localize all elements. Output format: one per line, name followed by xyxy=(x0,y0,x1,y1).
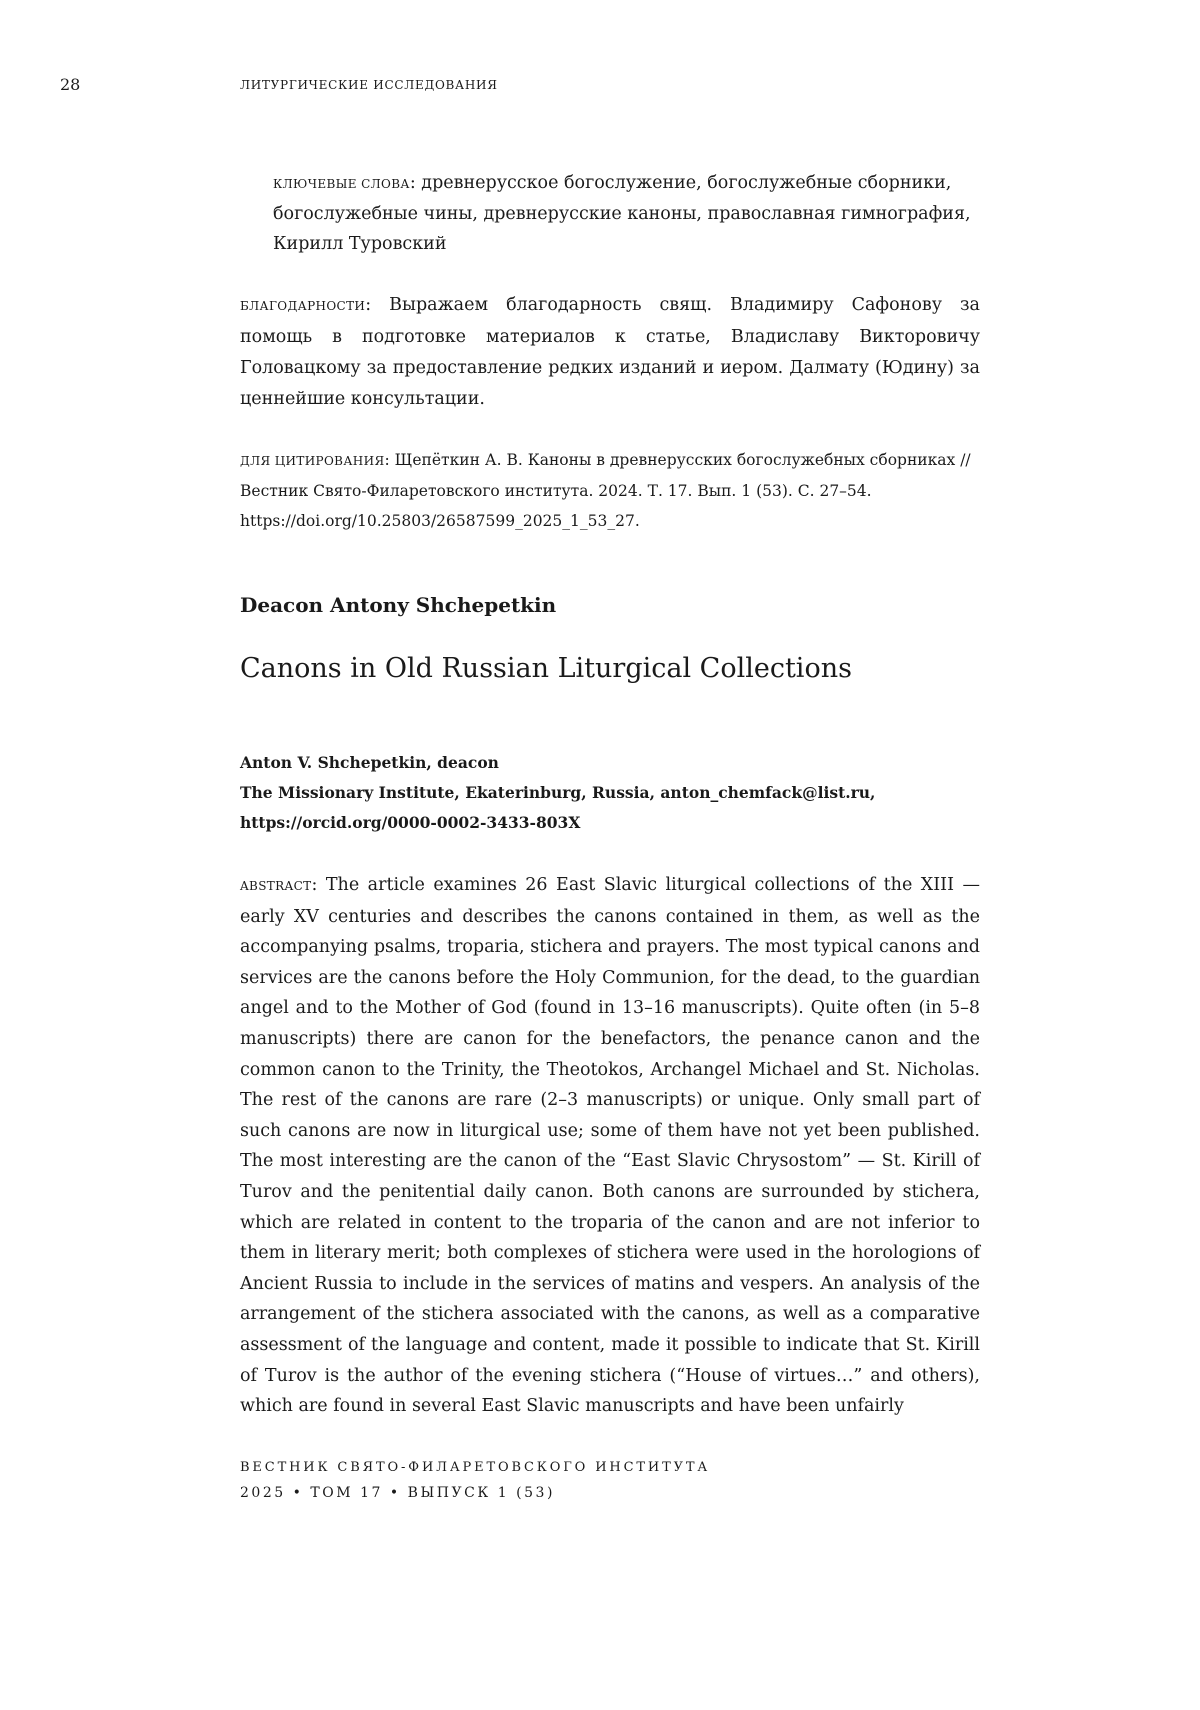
keywords-block xyxy=(273,168,983,259)
acknowledgements-text: : Выражаем благодарность свящ. Владимиру Сафонову за помощь в подготовке материалов к статье, Владиславу Викторовичу Головацкому за предоставление редких изданий и иером. Далмату (Юдину) за ценнейшие консультации. xyxy=(240,295,980,409)
citation-block xyxy=(240,445,980,536)
article-title: Canons in Old Russian Liturgical Collections xyxy=(240,653,852,684)
keywords-text: : древнерусское богослужение, богослужебные сборники, богослужебные чины, древнерусские каноны, православная гимнография, Кирилл Туровский xyxy=(273,173,971,254)
running-head: ЛИТУРГИЧЕСКИЕ ИССЛЕДОВАНИЯ xyxy=(240,78,498,92)
citation-label: ДЛЯ ЦИТИРОВАНИЯ xyxy=(240,454,385,468)
citation-text: : Щепёткин А. В. Каноны в древнерусских богослужебных сборниках // Вестник Свято-Филаретовского института. 2024. Т. 17. Вып. 1 (53). С. 27–54. https://doi.org/10.25803/26587599_2025_1_53_27. xyxy=(240,451,971,530)
footer-journal-name: ВЕСТНИК СВЯТО-ФИЛАРЕТОВСКОГО ИНСТИТУТА xyxy=(240,1460,711,1475)
author-affiliation: The Missionary Institute, Ekaterinburg, Russia, anton_chemfack@list.ru, xyxy=(240,783,876,802)
abstract-text: : The article examines 26 East Slavic liturgical collections of the XIII — early XV centuries and describes the canons contained in them, as well as the accompanying psalms, troparia, stichera and prayers. The most typical canons and services are the canons before the Holy Communion, for the dead, to the guardian angel and to the Mother of God (found in 13–16 manuscripts). Quite often (in 5–8 manuscripts) there are canon for the benefactors, the penance canon and the common canon to the Trinity, the Theotokos, Archangel Michael and St. Nicholas. The rest of the canons are rare (2–3 manuscripts) or unique. Only small part of such canons are now in liturgical use; some of them have not yet been published. The most interesting are the canon of the “East Slavic Chrysostom” — St. Kirill of Turov and the penitential daily canon. Both canons are surrounded by stichera, which are related in content to the troparia of the canon and are not inferior to them in literary merit; both complexes of stichera were used in the horologions of Ancient Russia to include in the services of matins and vespers. An analysis of the arrangement of the stichera associated with the canons, as well as a comparative assessment of the language and content, made it possible to indicate that St. Kirill of Turov is the author of the evening stichera (“House of virtues…” and others), which are found in several East Slavic manuscripts and have been unfairly xyxy=(240,875,980,1417)
acknowledgements-label: БЛАГОДАРНОСТИ xyxy=(240,299,366,313)
abstract-label: ABSTRACT xyxy=(240,879,312,893)
footer-issue: 2025 • ТОМ 17 • ВЫПУСК 1 (53) xyxy=(240,1485,555,1501)
author-heading: Deacon Antony Shchepetkin xyxy=(240,593,557,617)
acknowledgements-block xyxy=(240,290,980,415)
page-number: 28 xyxy=(60,75,81,94)
keywords-label: КЛЮЧЕВЫЕ СЛОВА xyxy=(273,177,410,191)
author-info xyxy=(240,748,980,838)
author-name: Anton V. Shchepetkin, deacon xyxy=(240,753,499,772)
abstract-block xyxy=(240,870,980,1422)
author-orcid: https://orcid.org/0000-0002-3433-803X xyxy=(240,813,581,832)
